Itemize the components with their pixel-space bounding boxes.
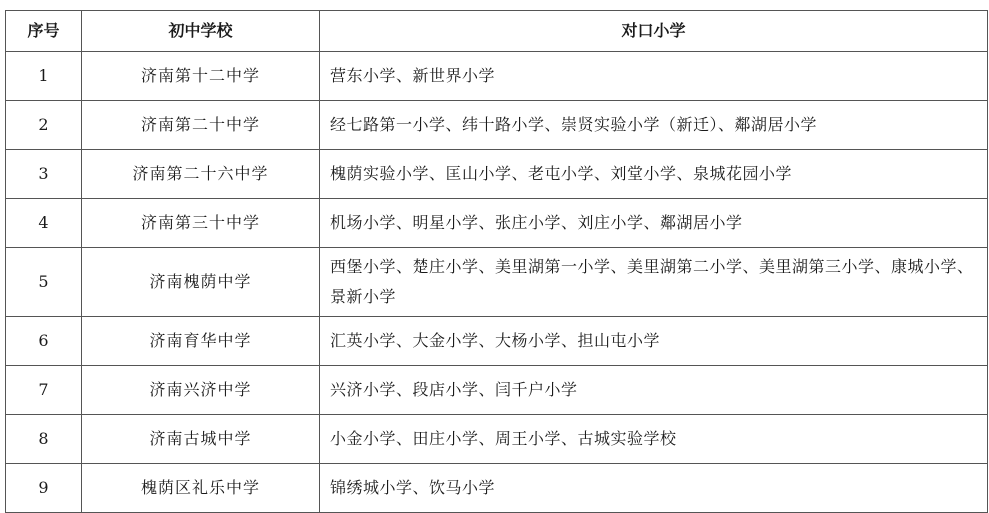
row-primary-schools: 机场小学、明星小学、张庄小学、刘庄小学、鄰湖居小学 [320, 199, 988, 248]
table-header-row [6, 11, 988, 52]
table-row [6, 464, 988, 513]
row-middle-school: 济南槐荫中学 [82, 248, 320, 317]
header-seq: 序号 [6, 11, 82, 52]
row-primary-schools: 小金小学、田庄小学、周王小学、古城实验学校 [320, 415, 988, 464]
row-primary-schools: 汇英小学、大金小学、大杨小学、担山屯小学 [320, 317, 988, 366]
row-middle-school: 槐荫区礼乐中学 [82, 464, 320, 513]
row-primary-schools: 槐荫实验小学、匡山小学、老屯小学、刘堂小学、泉城花园小学 [320, 150, 988, 199]
row-primary-schools: 兴济小学、段店小学、闫千户小学 [320, 366, 988, 415]
row-primary-schools: 营东小学、新世界小学 [320, 52, 988, 101]
row-seq: 4 [6, 199, 82, 248]
row-seq: 2 [6, 101, 82, 150]
table-row [6, 101, 988, 150]
row-primary-schools: 西堡小学、楚庄小学、美里湖第一小学、美里湖第二小学、美里湖第三小学、康城小学、景新小学 [320, 248, 988, 317]
row-seq: 1 [6, 52, 82, 101]
table-row [6, 52, 988, 101]
row-seq: 3 [6, 150, 82, 199]
row-primary-schools: 锦绣城小学、饮马小学 [320, 464, 988, 513]
table-row [6, 150, 988, 199]
row-middle-school: 济南兴济中学 [82, 366, 320, 415]
row-seq: 8 [6, 415, 82, 464]
table-row [6, 199, 988, 248]
table-row [6, 366, 988, 415]
row-seq: 9 [6, 464, 82, 513]
header-middle-school: 初中学校 [82, 11, 320, 52]
school-assignment-table [5, 10, 988, 513]
row-seq: 5 [6, 248, 82, 317]
row-middle-school: 济南第二十中学 [82, 101, 320, 150]
table-row [6, 248, 988, 317]
row-middle-school: 济南古城中学 [82, 415, 320, 464]
row-primary-schools: 经七路第一小学、纬十路小学、崇贤实验小学（新迁）、鄰湖居小学 [320, 101, 988, 150]
table-row [6, 317, 988, 366]
row-middle-school: 济南第十二中学 [82, 52, 320, 101]
row-seq: 6 [6, 317, 82, 366]
row-middle-school: 济南第二十六中学 [82, 150, 320, 199]
table-row [6, 415, 988, 464]
row-seq: 7 [6, 366, 82, 415]
header-primary-schools: 对口小学 [320, 11, 988, 52]
row-middle-school: 济南育华中学 [82, 317, 320, 366]
row-middle-school: 济南第三十中学 [82, 199, 320, 248]
